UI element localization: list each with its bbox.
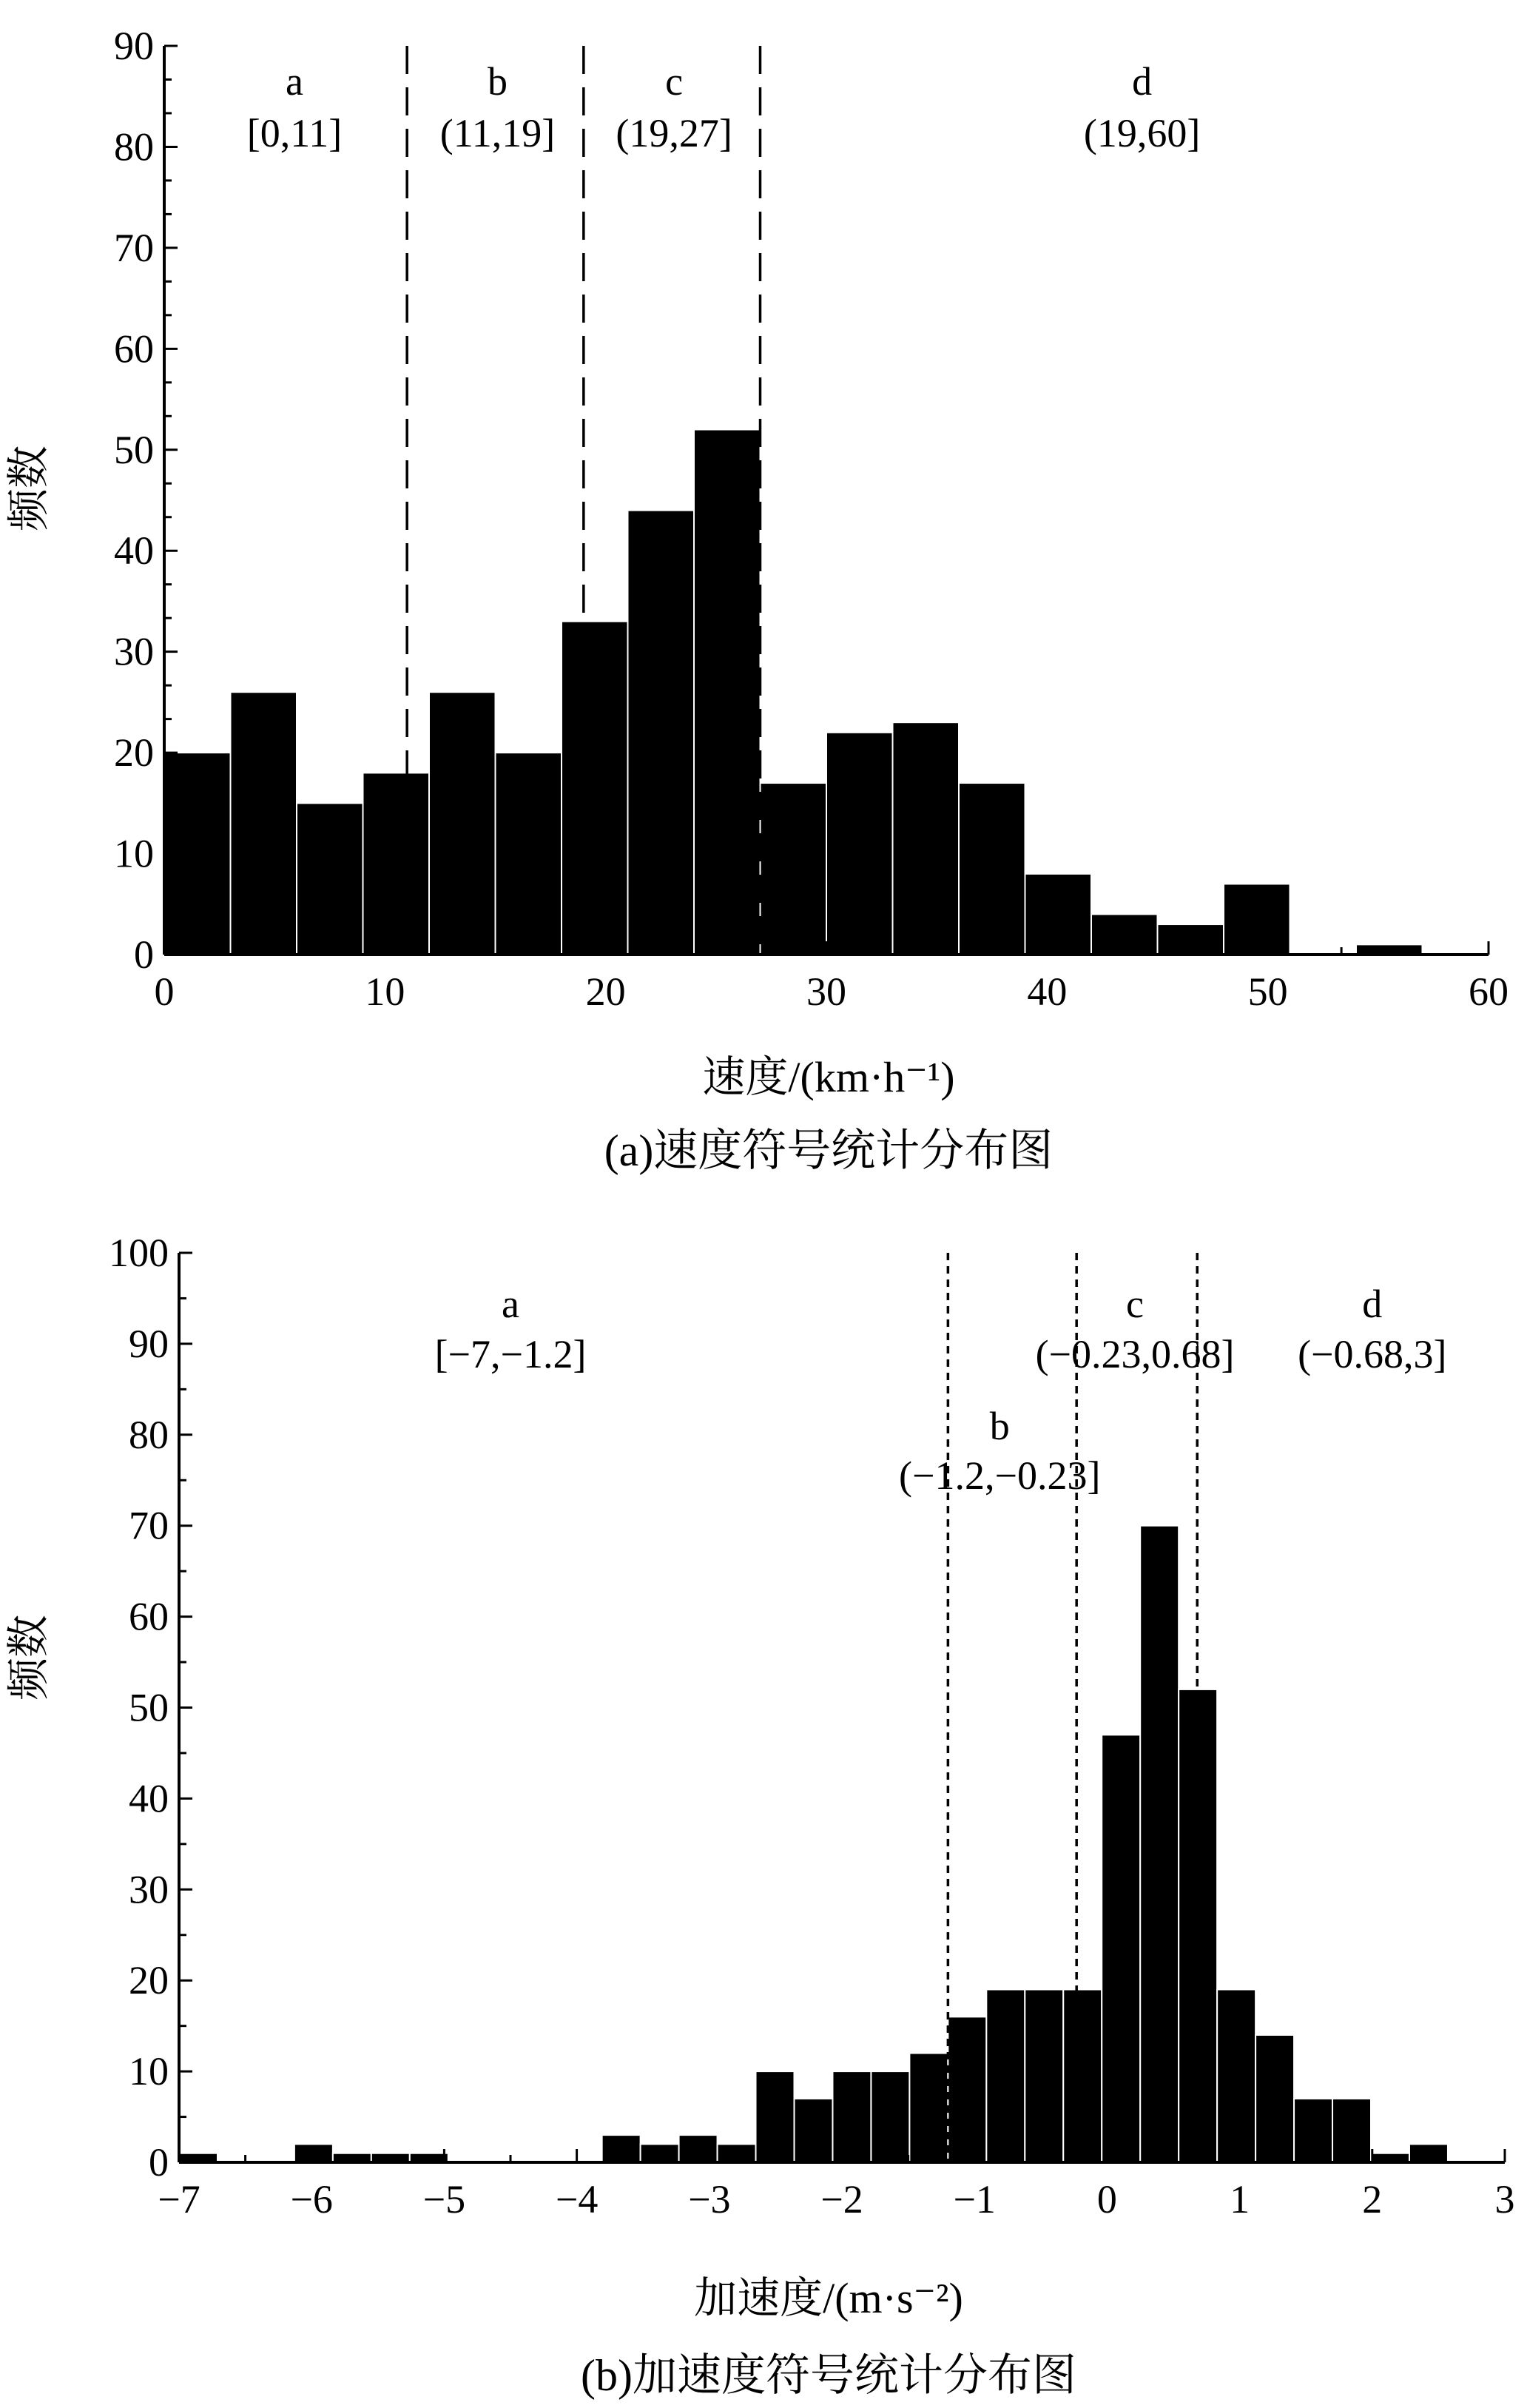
x-tick-label: −4 bbox=[555, 2177, 599, 2222]
y-tick-label: 100 bbox=[109, 1231, 169, 1275]
x-tick-label: 10 bbox=[365, 969, 405, 1014]
x-tick-label: 40 bbox=[1027, 969, 1068, 1014]
y-tick-label: 10 bbox=[129, 2049, 169, 2094]
y-tick-label: 20 bbox=[129, 1958, 169, 2003]
histogram-bar bbox=[1217, 1989, 1255, 2162]
interval-range: (19,27] bbox=[616, 111, 732, 155]
x-tick-label: 50 bbox=[1247, 969, 1288, 1014]
histogram-bar bbox=[1063, 1989, 1102, 2162]
histogram-bar bbox=[231, 692, 297, 955]
interval-letter: d bbox=[1132, 59, 1153, 104]
x-tick-label: −7 bbox=[158, 2177, 200, 2222]
interval-letter: c bbox=[1126, 1282, 1145, 1326]
speed-histogram bbox=[4, 24, 1509, 1175]
y-tick-label: 0 bbox=[149, 2140, 169, 2185]
y-axis-label: 频数 bbox=[4, 1614, 53, 1701]
histogram-bar bbox=[1356, 944, 1423, 955]
x-tick-label: −6 bbox=[290, 2177, 333, 2222]
histogram-bar bbox=[429, 692, 496, 955]
histogram-bar bbox=[909, 2054, 948, 2162]
x-tick-label: 1 bbox=[1230, 2177, 1250, 2222]
histogram-bar bbox=[948, 2017, 986, 2162]
histogram-bar bbox=[893, 722, 960, 955]
x-tick-label: 30 bbox=[806, 969, 846, 1014]
y-tick-label: 60 bbox=[129, 1594, 169, 1639]
histogram-bar bbox=[679, 2135, 718, 2162]
chart-caption: (a)速度符号统计分布图 bbox=[604, 1126, 1054, 1175]
interval-letter: c bbox=[665, 59, 684, 104]
histogram-bar bbox=[294, 2144, 333, 2162]
histogram-bar bbox=[1255, 2035, 1294, 2162]
histogram-bar bbox=[871, 2071, 909, 2162]
interval-letter: d bbox=[1362, 1282, 1383, 1326]
histogram-bar bbox=[602, 2135, 641, 2162]
interval-letter: b bbox=[487, 59, 508, 104]
histogram-bar bbox=[1294, 2099, 1332, 2162]
x-tick-label: −5 bbox=[422, 2177, 466, 2222]
y-tick-label: 70 bbox=[114, 225, 154, 270]
histogram-bar bbox=[1091, 914, 1158, 955]
histogram-bar bbox=[363, 773, 430, 955]
interval-range: (11,19] bbox=[439, 111, 556, 155]
y-tick-label: 80 bbox=[114, 124, 154, 169]
chart-caption: (b)加速度符号统计分布图 bbox=[581, 2351, 1076, 2400]
y-tick-label: 0 bbox=[134, 932, 154, 977]
y-tick-label: 50 bbox=[114, 427, 154, 472]
y-tick-label: 60 bbox=[114, 326, 154, 371]
histogram-bar bbox=[297, 803, 363, 955]
x-tick-label: −3 bbox=[688, 2177, 731, 2222]
interval-range: (−0.23,0.68] bbox=[1035, 1332, 1235, 1376]
x-tick-label: 3 bbox=[1494, 2177, 1515, 2222]
histogram-bar bbox=[496, 753, 562, 955]
histogram-bar bbox=[794, 2099, 832, 2162]
y-tick-label: 20 bbox=[114, 730, 154, 776]
interval-range: (19,60] bbox=[1083, 111, 1201, 155]
x-tick-label: −1 bbox=[953, 2177, 996, 2222]
histogram-bar bbox=[694, 429, 761, 955]
histogram-bar bbox=[628, 511, 695, 955]
histogram-bar bbox=[641, 2144, 679, 2162]
histogram-bar bbox=[959, 783, 1025, 955]
y-tick-label: 50 bbox=[129, 1685, 169, 1730]
y-tick-label: 70 bbox=[129, 1503, 169, 1548]
x-tick-label: 60 bbox=[1469, 969, 1509, 1014]
histogram-bar bbox=[1409, 2144, 1448, 2162]
histogram-bar bbox=[718, 2144, 756, 2162]
y-tick-label: 40 bbox=[129, 1776, 169, 1821]
x-axis-label: 速度/(km·h⁻¹) bbox=[702, 1053, 955, 1101]
histogram-bar bbox=[1140, 1526, 1179, 2162]
histogram-bar bbox=[1158, 924, 1224, 955]
interval-letter: a bbox=[502, 1282, 519, 1326]
interval-range: (−0.68,3] bbox=[1298, 1332, 1447, 1376]
histogram-bar bbox=[562, 622, 628, 955]
interval-letter: a bbox=[286, 59, 304, 104]
histogram-bar bbox=[1102, 1735, 1140, 2162]
y-tick-label: 80 bbox=[129, 1412, 169, 1457]
y-tick-label: 90 bbox=[114, 24, 154, 68]
histogram-bar bbox=[832, 2071, 871, 2162]
x-tick-label: −2 bbox=[820, 2177, 863, 2222]
histogram-bar bbox=[756, 2071, 795, 2162]
x-tick-label: 20 bbox=[585, 969, 626, 1014]
x-axis-label: 加速度/(m·s⁻²) bbox=[694, 2274, 963, 2322]
histogram-bar bbox=[826, 733, 893, 955]
interval-range: (−1.2,−0.23] bbox=[899, 1453, 1101, 1498]
histogram-bar bbox=[1224, 884, 1290, 955]
y-tick-label: 30 bbox=[129, 1867, 169, 1912]
interval-range: [−7,−1.2] bbox=[434, 1332, 587, 1376]
histogram-bar bbox=[1025, 874, 1092, 955]
x-tick-label: 0 bbox=[1096, 2177, 1117, 2222]
histogram-bar bbox=[1025, 1989, 1063, 2162]
interval-range: [0,11] bbox=[246, 111, 343, 155]
y-tick-label: 90 bbox=[129, 1321, 169, 1366]
histogram-bar bbox=[761, 783, 827, 955]
y-tick-label: 40 bbox=[114, 528, 154, 574]
histogram-bar bbox=[986, 1989, 1025, 2162]
x-tick-label: 2 bbox=[1362, 2177, 1383, 2222]
histogram-bar bbox=[1332, 2099, 1371, 2162]
y-tick-label: 30 bbox=[114, 629, 154, 674]
interval-letter: b bbox=[989, 1404, 1010, 1448]
y-tick-label: 10 bbox=[114, 831, 154, 876]
y-axis-label: 频数 bbox=[4, 445, 53, 532]
acceleration-histogram bbox=[4, 1231, 1515, 2400]
x-tick-label: 0 bbox=[154, 969, 175, 1014]
